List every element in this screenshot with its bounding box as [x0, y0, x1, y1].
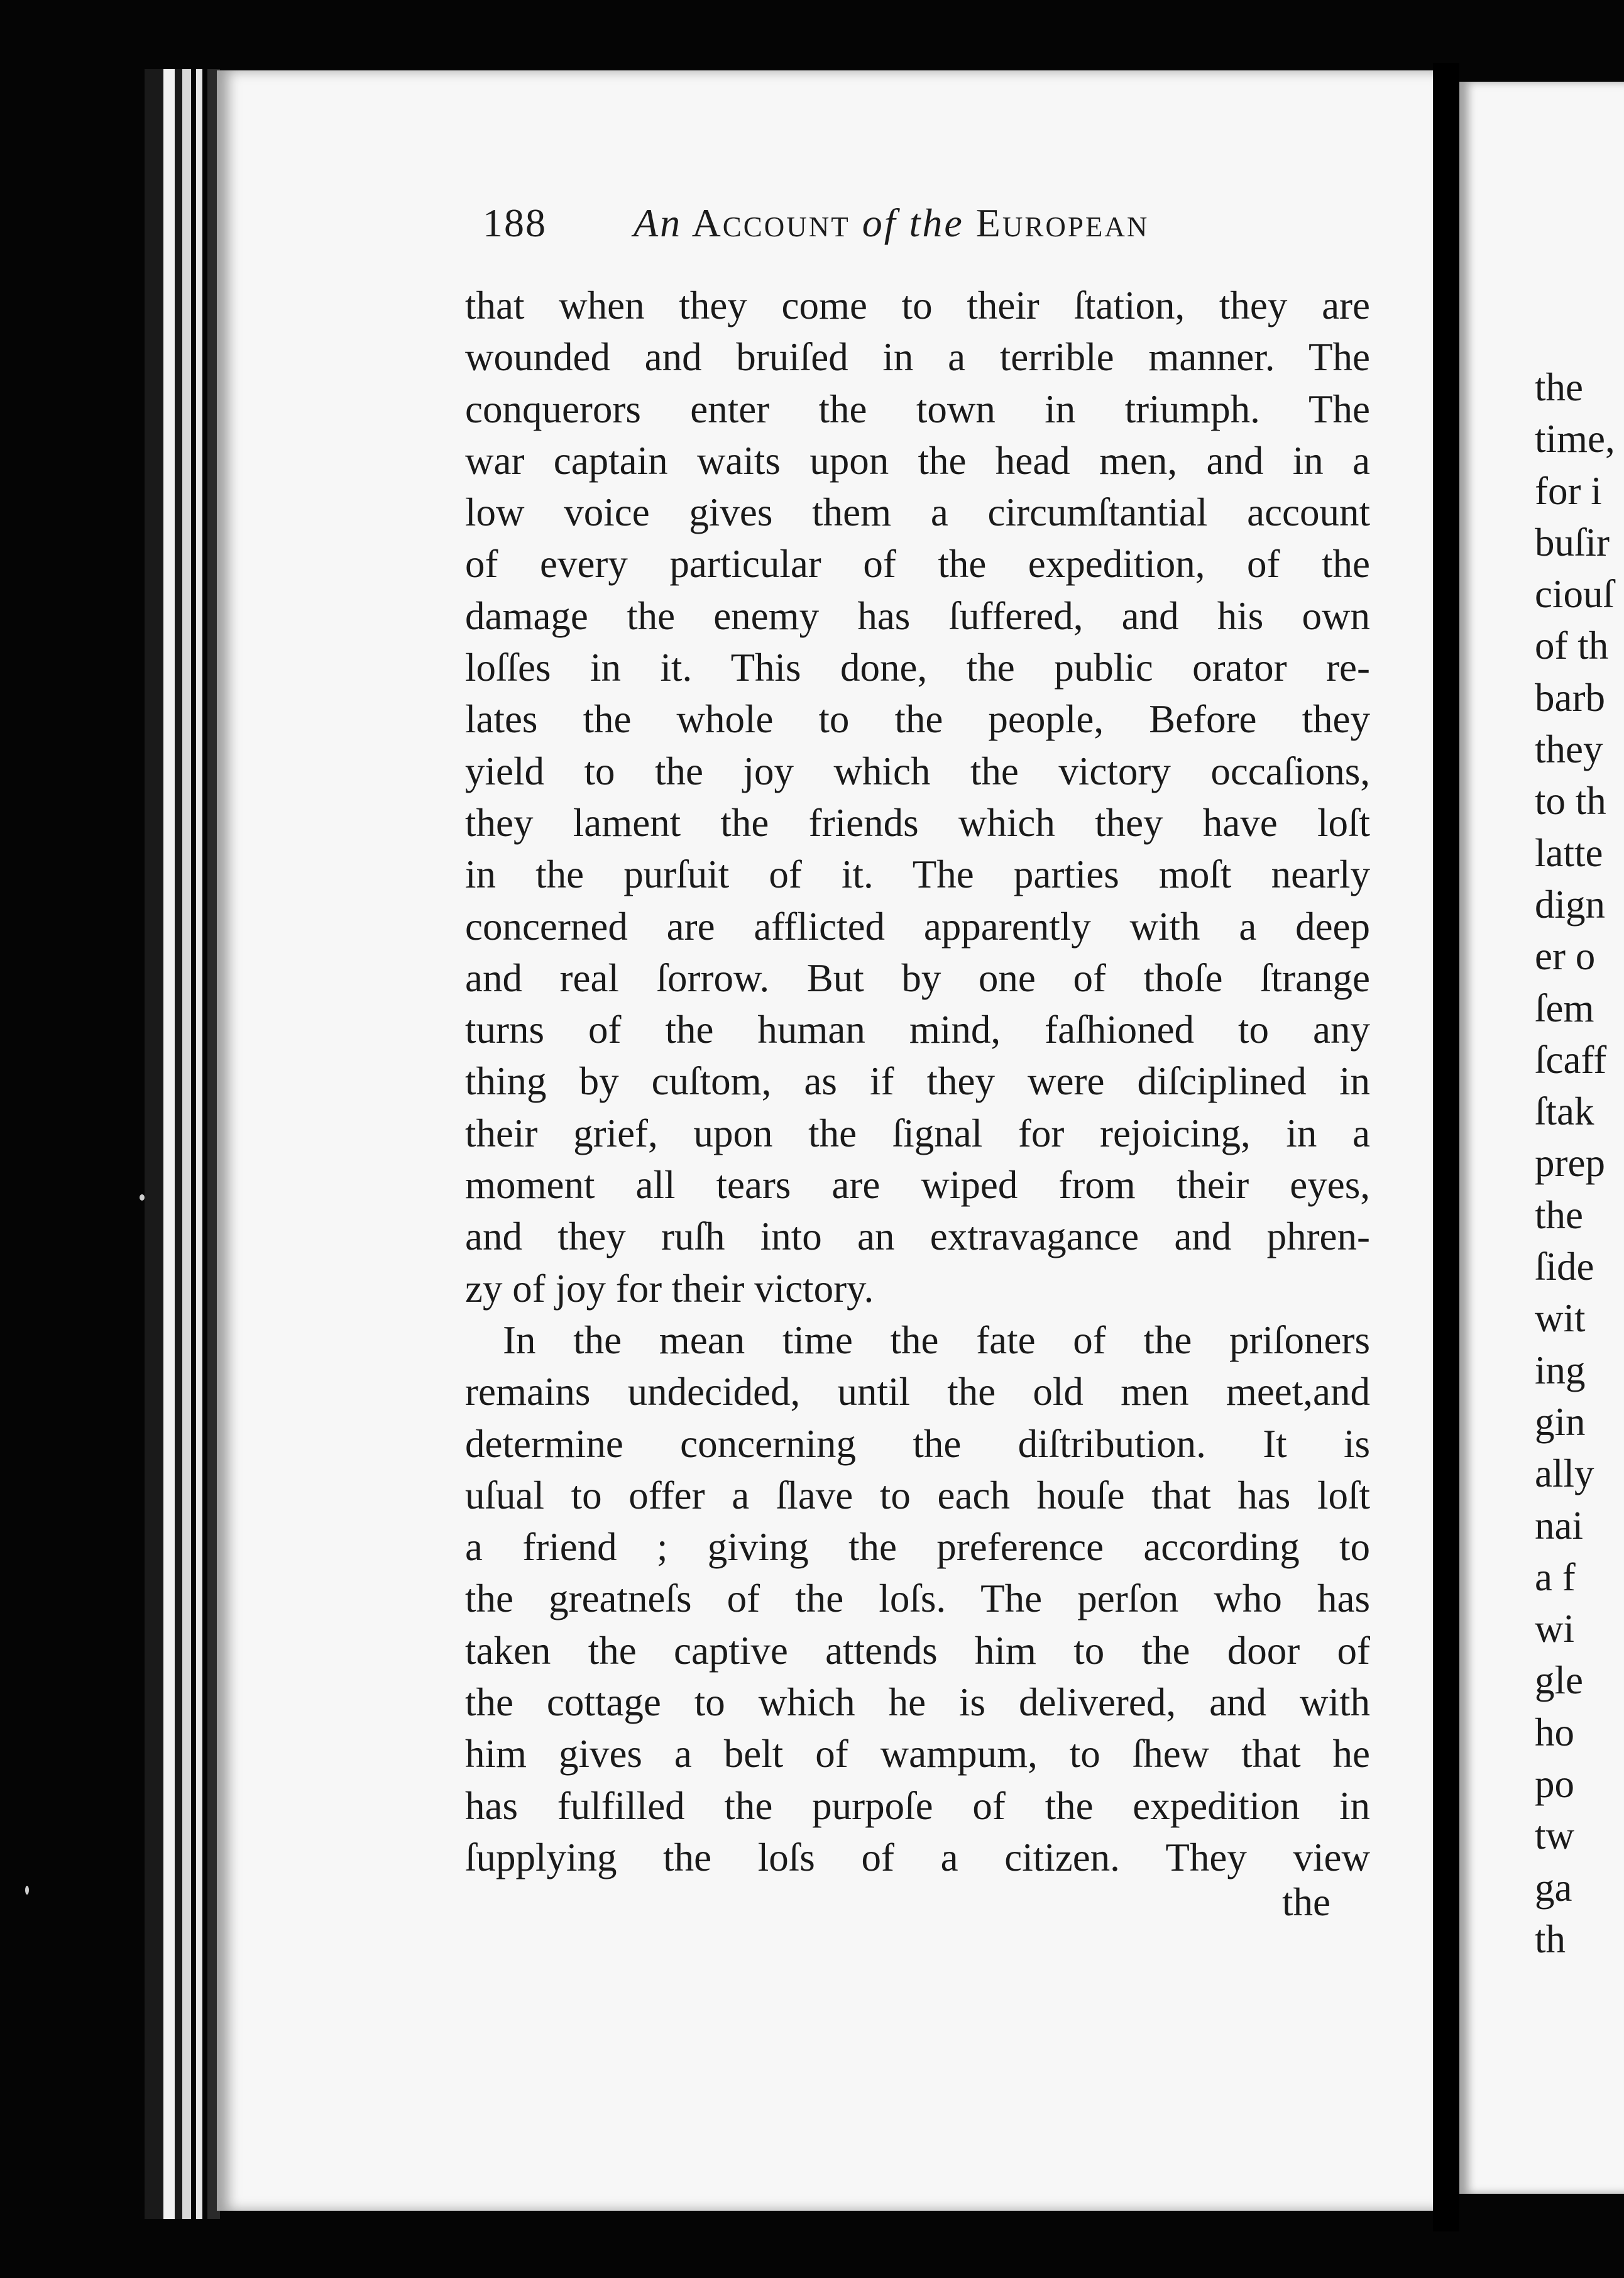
- facing-page-text: [1535, 361, 1624, 1965]
- text-line: thing by cuſtom, as if they were diſciplined in: [465, 1059, 1370, 1104]
- facing-page-line: ſem: [1535, 986, 1594, 1030]
- text-line: taken the captive attends him to the door of: [465, 1628, 1370, 1673]
- text-line: turns of the human mind, faſhioned to any: [465, 1008, 1370, 1052]
- text-line: low voice gives them a circumſtantial account: [465, 490, 1370, 535]
- text-line: war captain waits upon the head men, and in a: [465, 438, 1370, 483]
- facing-page-line: ſtak: [1535, 1089, 1594, 1134]
- right-page: [1459, 82, 1624, 2194]
- facing-page-line: th: [1535, 1917, 1566, 1961]
- facing-page-line: to th: [1535, 779, 1606, 823]
- text-line: him gives a belt of wampum, to ſhew that he: [465, 1732, 1370, 1776]
- facing-page-line: dign: [1535, 882, 1606, 927]
- facing-page-line: prep: [1535, 1141, 1605, 1186]
- facing-page-line: the: [1535, 1192, 1583, 1237]
- facing-page-line: ally: [1535, 1451, 1594, 1496]
- text-line: yield to the joy which the victory occaſions,: [465, 749, 1370, 793]
- text-line: and they ruſh into an extravagance and phren-: [465, 1214, 1370, 1259]
- page-number: 188: [483, 201, 547, 245]
- text-line: and real ſorrow. But by one of thoſe ſtrange: [465, 955, 1370, 1000]
- text-line: lates the whole to the people, Before they: [465, 697, 1370, 742]
- running-title-prefix: An: [634, 201, 683, 245]
- text-line: they lament the friends which they have loſt: [465, 800, 1370, 845]
- text-line: the cottage to which he is delivered, and with: [465, 1680, 1370, 1725]
- facing-page-line: buſir: [1535, 520, 1610, 564]
- text-line: concerned are afflicted apparently with a deep: [465, 904, 1370, 949]
- catchword: the: [1282, 1880, 1330, 1924]
- facing-page-line: of th: [1535, 624, 1609, 668]
- scan-speck: [25, 1886, 29, 1895]
- text-line: the greatneſs of the loſs. The perſon who has: [465, 1576, 1370, 1621]
- facing-page-line: nai: [1535, 1503, 1583, 1548]
- text-line: wounded and bruiſed in a terrible manner. The: [465, 335, 1370, 380]
- text-line: of every particular of the expedition, of the: [465, 542, 1370, 586]
- facing-page-line: gin: [1535, 1399, 1586, 1444]
- text-line: in the purſuit of it. The parties moſt nearly: [465, 852, 1370, 897]
- text-line: that when they come to their ſtation, they are: [465, 283, 1370, 327]
- text-line: moment all tears are wiped from their eyes,: [465, 1163, 1370, 1208]
- facing-page-line: gle: [1535, 1658, 1583, 1703]
- facing-page-line: po: [1535, 1762, 1574, 1807]
- facing-page-line: latte: [1535, 830, 1603, 875]
- text-line: their grief, upon the ſignal for rejoicing, in a: [465, 1111, 1370, 1155]
- facing-page-line: time,: [1535, 417, 1615, 461]
- text-line: loſſes in it. This done, the public orator re-: [465, 646, 1370, 690]
- facing-page-line: for i: [1535, 468, 1602, 513]
- text-line: remains undecided, until the old men meet,and: [465, 1370, 1370, 1414]
- facing-page-line: ſcaff: [1535, 1037, 1607, 1082]
- text-line: has fulfilled the purpoſe of the expedition in: [465, 1783, 1370, 1828]
- text-line: determine concerning the diſtribution. It is: [465, 1421, 1370, 1466]
- facing-page-line: ga: [1535, 1865, 1572, 1910]
- facing-page-line: ing: [1535, 1348, 1586, 1392]
- running-title: [634, 200, 1149, 246]
- facing-page-line: wit: [1535, 1296, 1586, 1341]
- running-head: [483, 200, 1275, 263]
- page-edge-strip: [163, 69, 175, 2219]
- facing-page-line: a f: [1535, 1554, 1576, 1599]
- running-title-word2: European: [975, 201, 1149, 245]
- text-line: ſupplying the loſs of a citizen. They view: [465, 1835, 1370, 1879]
- text-line: zy of joy for their victory.: [465, 1266, 874, 1311]
- page-edge-strip: [182, 69, 191, 2219]
- facing-page-line: the: [1535, 365, 1583, 409]
- book-gutter: [1433, 63, 1459, 2231]
- text-line: uſual to offer a ſlave to each houſe that has loſt: [465, 1473, 1370, 1517]
- scan-speck: [140, 1194, 145, 1201]
- facing-page-line: barb: [1535, 675, 1605, 720]
- running-title-word1: Account: [691, 201, 850, 245]
- running-title-of: of the: [862, 201, 964, 245]
- text-line: In the mean time the fate of the priſoners: [503, 1318, 1370, 1362]
- text-line: a friend ; giving the preference according to: [465, 1525, 1370, 1570]
- facing-page-line: wi: [1535, 1607, 1574, 1651]
- page-edge-strip: [196, 69, 202, 2219]
- facing-page-line: er o: [1535, 934, 1596, 979]
- text-line: conquerors enter the town in triumph. The: [465, 387, 1370, 431]
- facing-page-line: tw: [1535, 1813, 1574, 1858]
- facing-page-line: ho: [1535, 1710, 1574, 1754]
- facing-page-line: ciouſ: [1535, 572, 1614, 617]
- facing-page-line: ſide: [1535, 1245, 1594, 1289]
- facing-page-line: they: [1535, 727, 1603, 772]
- text-line: damage the enemy has ſuffered, and his own: [465, 593, 1370, 638]
- page-body-text: [465, 280, 1370, 1883]
